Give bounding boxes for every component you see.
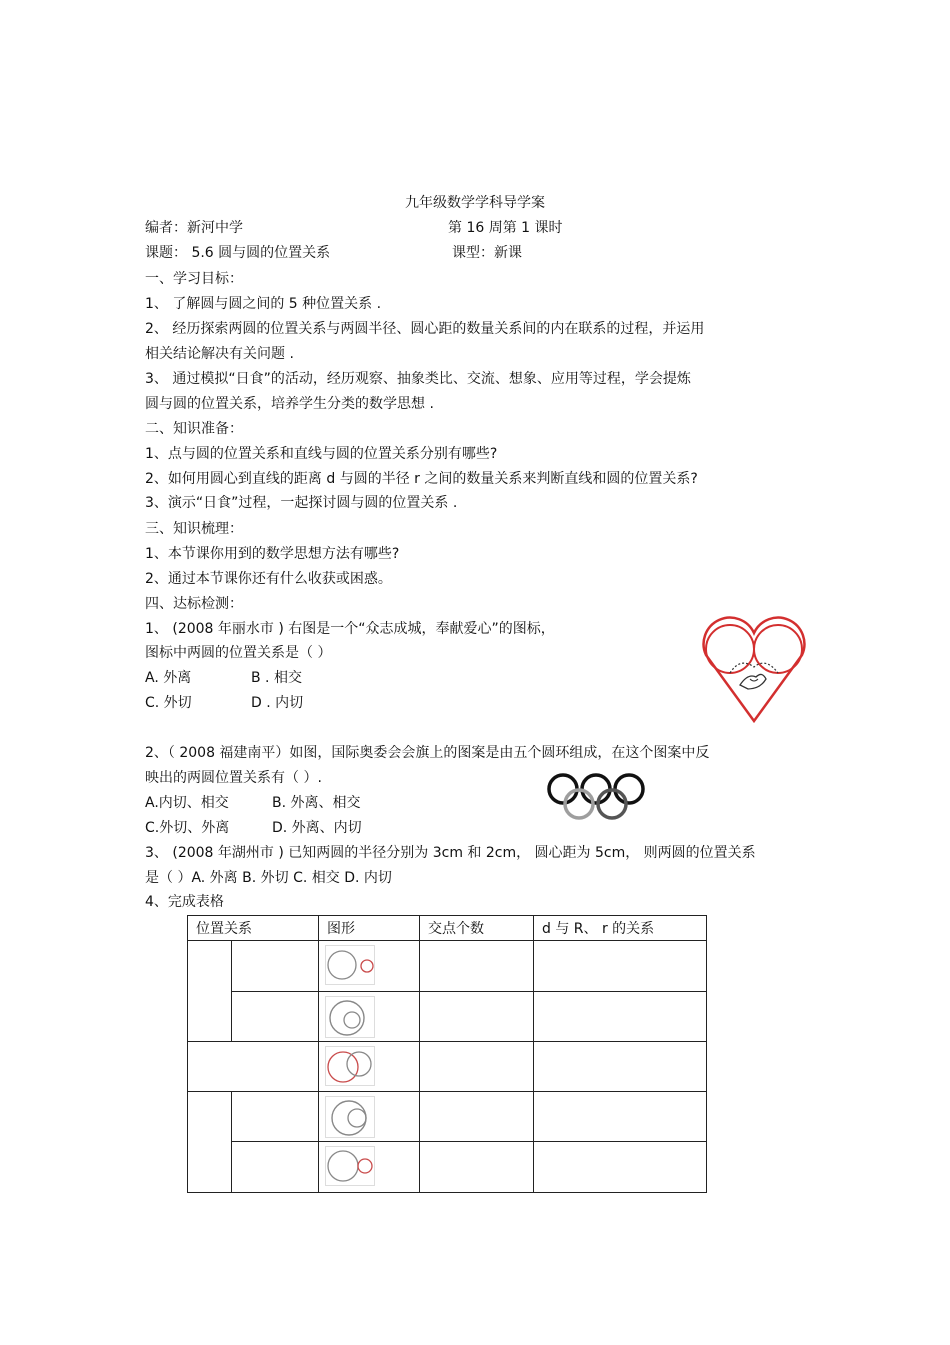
lesson-type: 课型：新课 [452,245,522,261]
question-line: 4、完成表格 [145,894,224,910]
question-line: 是（ ）A. 外离 B. 外切 C. 相交 D. 内切 [145,870,392,886]
figure-cell [319,1142,420,1193]
section-heading: 三、知识梳理： [145,521,243,537]
option-a: A.内切、相交 [145,795,229,811]
header-cell-figure: 图形 [319,916,420,941]
answer-cell[interactable] [534,941,707,992]
option-a: A. 外离 [145,670,192,686]
answer-cell[interactable] [420,1142,534,1193]
page-title: 九年级数学学科导学案 [405,195,545,211]
option-d: D. 外离、内切 [272,820,362,836]
week-line: 第 16 周第 1 课时 [448,220,563,236]
review-line: 1、本节课你用到的数学思想方法有哪些? [145,546,400,562]
merged-category-cell [188,1092,232,1193]
answer-cell[interactable] [420,992,534,1042]
question-line: 1、 (2008 年丽水市 ) 右图是一个“众志成城，奉献爱心”的图标， [145,621,555,637]
merged-category-cell [188,941,232,1042]
question-line: 图标中两圆的位置关系是（ ） [145,645,332,661]
section-heading: 一、学习目标： [145,271,243,287]
question-line: 2、（ 2008 福建南平）如图，国际奥委会会旗上的图案是由五个圆环组成，在这个图案中反 [145,745,710,761]
answer-cell[interactable] [534,1142,707,1193]
prep-line: 2、如何用圆心到直线的距离 d 与圆的半径 r 之间的数量关系来判断直线和圆的位置关系? [145,471,698,487]
option-c: C. 外切 [145,695,192,711]
table-row [188,941,707,992]
option-b: B. 外离、相交 [272,795,361,811]
figure-cell [319,1042,420,1092]
table-row [188,1092,707,1142]
externally-tangent-circles-thumbnail [325,1146,375,1186]
merged-category-cell [188,1042,319,1092]
olympic-rings-image [545,772,647,822]
section-heading: 四、达标检测： [145,596,243,612]
question-line: 3、 (2008 年湖州市 ) 已知两圆的半径分别为 3cm 和 2cm， 圆心距为 5cm， 则两圆的位置关系 [145,845,756,861]
answer-cell[interactable] [534,1042,707,1092]
review-line: 2、通过本节课你还有什么收获或困惑。 [145,571,392,587]
figure-cell [319,992,420,1042]
internally-tangent-circles-thumbnail [325,1096,375,1138]
table-cell [232,941,319,992]
answer-cell[interactable] [420,1092,534,1142]
figure-cell [319,941,420,992]
prep-line: 3、演示“日食”过程，一起探讨圆与圆的位置关系 . [145,495,458,511]
objective-line: 2、 经历探索两圆的位置关系与两圆半径、圆心距的数量关系间的内在联系的过程，并运用 [145,321,705,337]
objective-line: 3、 通过模拟“日食”的活动，经历观察、抽象类比、交流、想象、应用等过程，学会提炼 [145,371,691,387]
separate-circles-thumbnail [325,945,375,985]
option-d: D . 内切 [251,695,304,711]
relation-table [187,915,707,1193]
table-row [188,1142,707,1193]
answer-cell[interactable] [420,941,534,992]
table-cell [232,992,319,1042]
header-cell-relation: 位置关系 [188,916,319,941]
table-row [188,1042,707,1092]
table-header-row [188,916,707,941]
heart-logo-image [700,613,808,725]
concentric-circles-thumbnail [325,996,375,1038]
author-line: 编者：新河中学 [145,220,243,236]
table-cell [232,1142,319,1193]
figure-cell [319,1092,420,1142]
header-cell-relation-d: d 与 R、 r 的关系 [534,916,707,941]
answer-cell[interactable] [534,1092,707,1142]
answer-cell[interactable] [420,1042,534,1092]
objective-line: 1、 了解圆与圆之间的 5 种位置关系 . [145,296,382,312]
prep-line: 1、点与圆的位置关系和直线与圆的位置关系分别有哪些? [145,446,498,462]
objective-line: 圆与圆的位置关系，培养学生分类的数学思想 . [145,396,434,412]
table-cell [232,1092,319,1142]
option-b: B . 相交 [251,670,302,686]
option-c: C.外切、外离 [145,820,230,836]
question-line: 映出的两圆位置关系有（ ）. [145,770,322,786]
answer-cell[interactable] [534,992,707,1042]
objective-line: 相关结论解决有关问题 . [145,346,294,362]
table-row [188,992,707,1042]
topic-line: 课题： 5.6 圆与圆的位置关系 [145,245,331,261]
intersecting-circles-thumbnail [325,1046,375,1086]
header-cell-intersections: 交点个数 [420,916,534,941]
section-heading: 二、知识准备： [145,421,243,437]
